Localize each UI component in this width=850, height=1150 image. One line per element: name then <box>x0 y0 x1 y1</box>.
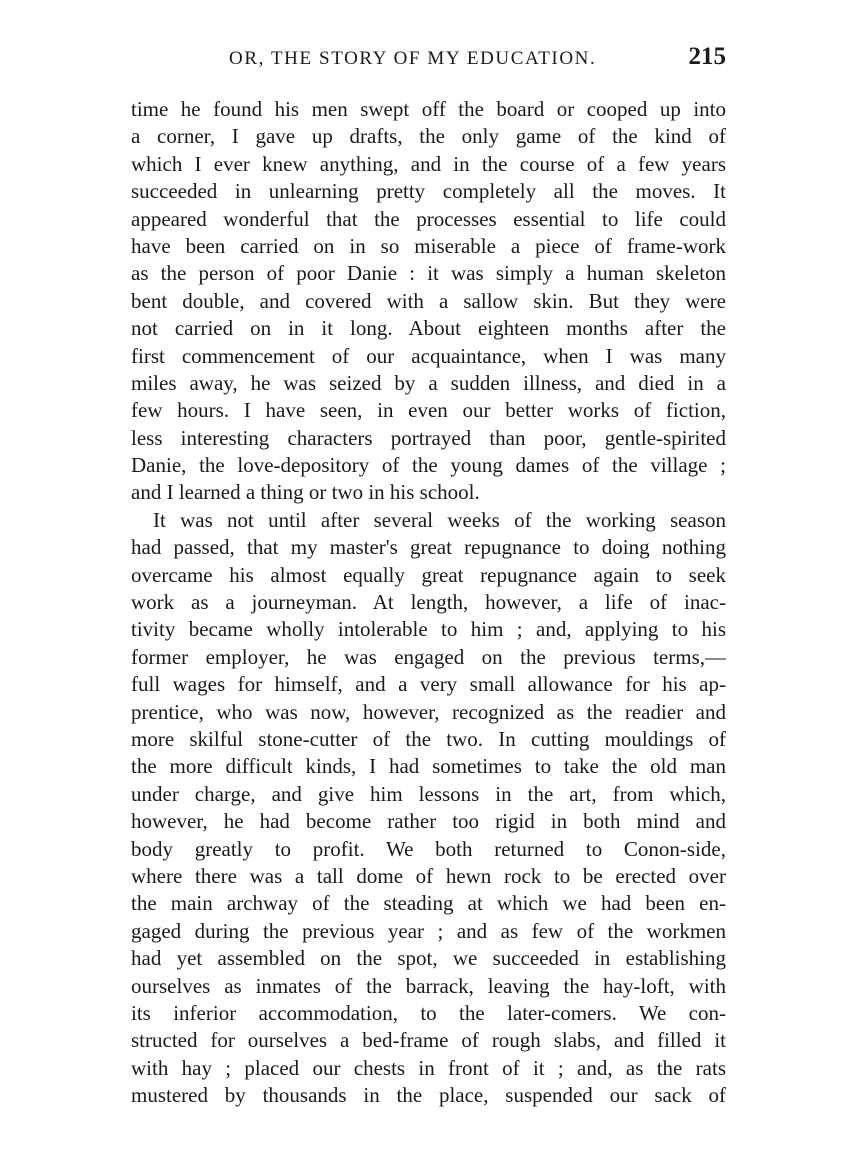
text-line: work as a journeyman. At length, however, a life of inac- <box>131 590 726 615</box>
text-line: appeared wonderful that the processes essential to life could <box>131 206 726 231</box>
text-line: body greatly to profit. We both returned to Conon-side, <box>131 836 726 861</box>
text-line: where there was a tall dome of hewn rock to be erected over <box>131 863 726 888</box>
text-line: the main archway of the steading at which we had been en- <box>131 891 726 916</box>
body-text <box>131 96 726 1109</box>
text-line: have been carried on in so miserable a piece of frame-work <box>131 233 726 258</box>
text-line: former employer, he was engaged on the previous terms,— <box>131 644 726 669</box>
text-line: less interesting characters portrayed than poor, gentle-spirited <box>131 425 726 450</box>
text-line: had passed, that my master's great repugnance to doing nothing <box>131 535 726 560</box>
text-line: however, he had become rather too rigid in both mind and <box>131 809 726 834</box>
text-line: succeeded in unlearning pretty completely all the moves. It <box>131 179 726 204</box>
paragraph-last-line: and I learned a thing or two in his school. <box>131 480 480 505</box>
page-number: 215 <box>688 43 726 70</box>
text-line: first commencement of our acquaintance, when I was many <box>131 343 726 368</box>
text-line: bent double, and covered with a sallow skin. But they were <box>131 288 726 313</box>
text-line: tivity became wholly intolerable to him ; and, applying to his <box>131 617 726 642</box>
text-line: Danie, the love-depository of the young dames of the village ; <box>131 453 726 478</box>
text-line: its inferior accommodation, to the later-comers. We con- <box>131 1000 726 1025</box>
text-line: which I ever knew anything, and in the course of a few years <box>131 151 726 176</box>
text-line: structed for ourselves a bed-frame of rough slabs, and filled it <box>131 1028 726 1053</box>
text-line: miles away, he was seized by a sudden illness, and died in a <box>131 370 726 395</box>
paragraph-first-line: It was not until after several weeks of the working season <box>153 507 726 532</box>
text-line: more skilful stone-cutter of the two. In cutting mouldings of <box>131 726 726 751</box>
text-line: overcame his almost equally great repugnance again to seek <box>131 562 726 587</box>
text-line: mustered by thousands in the place, suspended our sack of <box>131 1083 726 1108</box>
text-line: time he found his men swept off the board or cooped up into <box>131 97 726 121</box>
text-line: the more difficult kinds, I had sometimes to take the old man <box>131 754 726 779</box>
text-line: few hours. I have seen, in even our better works of fiction, <box>131 398 726 423</box>
text-line: not carried on in it long. About eighteen months after the <box>131 316 726 341</box>
text-line: had yet assembled on the spot, we succeeded in establishing <box>131 946 726 971</box>
running-head <box>131 44 726 78</box>
text-line: ourselves as inmates of the barrack, leaving the hay-loft, with <box>131 973 726 998</box>
text-line: a corner, I gave up drafts, the only game of the kind of <box>131 124 726 149</box>
text-line: under charge, and give him lessons in the art, from which, <box>131 781 726 806</box>
text-line: prentice, who was now, however, recognized as the readier and <box>131 699 726 724</box>
text-line: full wages for himself, and a very small allowance for his ap- <box>131 672 726 697</box>
text-line: gaged during the previous year ; and as few of the workmen <box>131 918 726 943</box>
text-line: with hay ; placed our chests in front of it ; and, as the rats <box>131 1055 726 1080</box>
text-line: as the person of poor Danie : it was simply a human skeleton <box>131 261 726 286</box>
running-title: OR, THE STORY OF MY EDUCATION. <box>229 48 597 69</box>
